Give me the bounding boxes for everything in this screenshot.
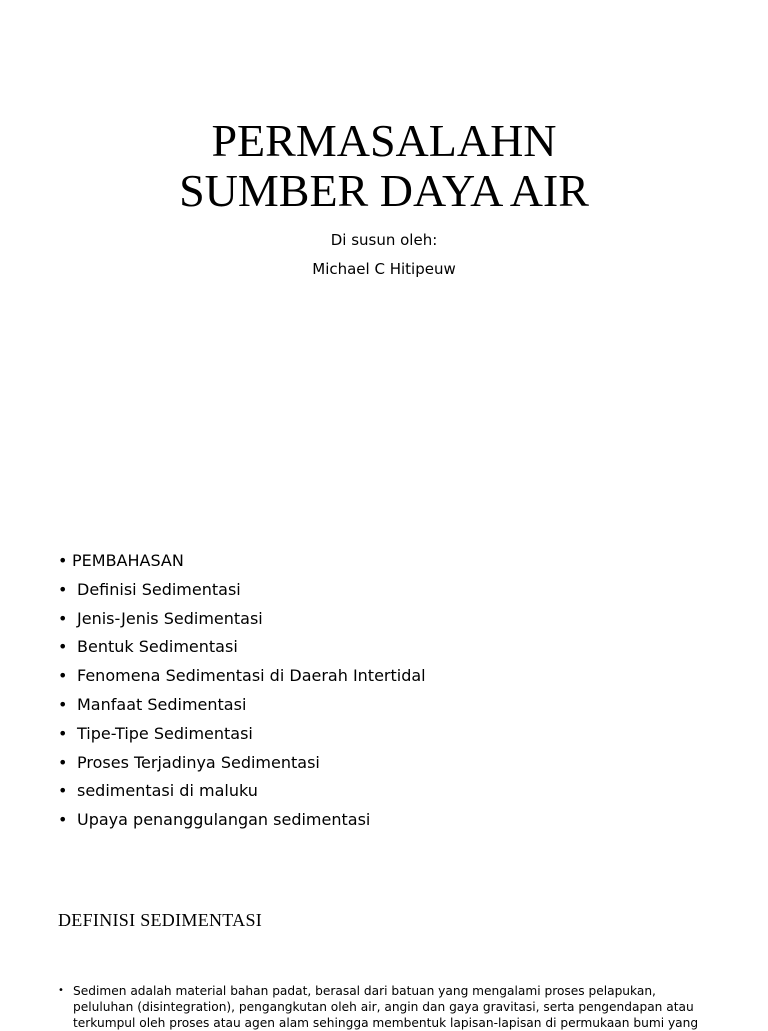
topic-item-text: Tipe-Tipe Sedimentasi [77,723,253,743]
bullet-icon: • [58,752,68,772]
topic-item-text: Proses Terjadinya Sedimentasi [77,752,320,772]
bullet-icon: • [58,985,64,996]
bullet-icon: • [58,637,68,657]
slide-title [0,116,768,216]
bullet-icon: • [58,666,68,686]
topic-item-text: sedimentasi di maluku [77,781,258,801]
topic-item [58,633,426,662]
topic-item-text: Upaya penanggulangan sedimentasi [77,810,371,830]
bullet-icon: • [58,810,68,830]
topic-item [58,576,426,605]
topic-item-text: Definisi Sedimentasi [77,579,241,599]
topic-item [58,806,426,835]
topic-item-text: Bentuk Sedimentasi [77,637,238,657]
bullet-icon: • [58,781,68,801]
subtitle-author-label: Di susun oleh: [330,231,438,249]
topic-item [58,605,426,634]
topics-heading-text: PEMBAHASAN [72,551,184,570]
topic-item-text: Jenis-Jenis Sedimentasi [77,608,263,628]
definition-text: Sedimen adalah material bahan padat, berasal dari batuan yang mengalami proses pelapukan, peluluhan (disintegration), pengangkutan oleh air, angin dan gaya gravitasi, serta pengendapan atau terkumpul oleh proses atau agen alam sehingga membentuk lapisan-lapisan di permukaan bumi yang [73,984,699,1030]
definition-heading: DEFINISI SEDIMENTASI [58,910,263,930]
topics-heading [58,547,426,576]
topic-item [58,777,426,806]
subtitle-author-name: Michael C Hitipeuw [312,260,456,278]
bullet-icon: • [58,551,68,570]
title-line-2: SUMBER DAYA AIR [179,165,589,216]
bullet-icon: • [58,723,68,743]
topic-item [58,720,426,749]
bullet-icon: • [58,608,68,628]
title-line-1: PERMASALAHN [211,115,557,166]
topic-item-text: Manfaat Sedimentasi [77,694,247,714]
topic-item-text: Fenomena Sedimentasi di Daerah Intertidal [77,666,426,686]
bullet-icon: • [58,694,68,714]
bullet-icon: • [58,579,68,599]
topic-item [58,662,426,691]
topic-item [58,749,426,778]
topics-list [58,547,426,835]
topic-item [58,691,426,720]
